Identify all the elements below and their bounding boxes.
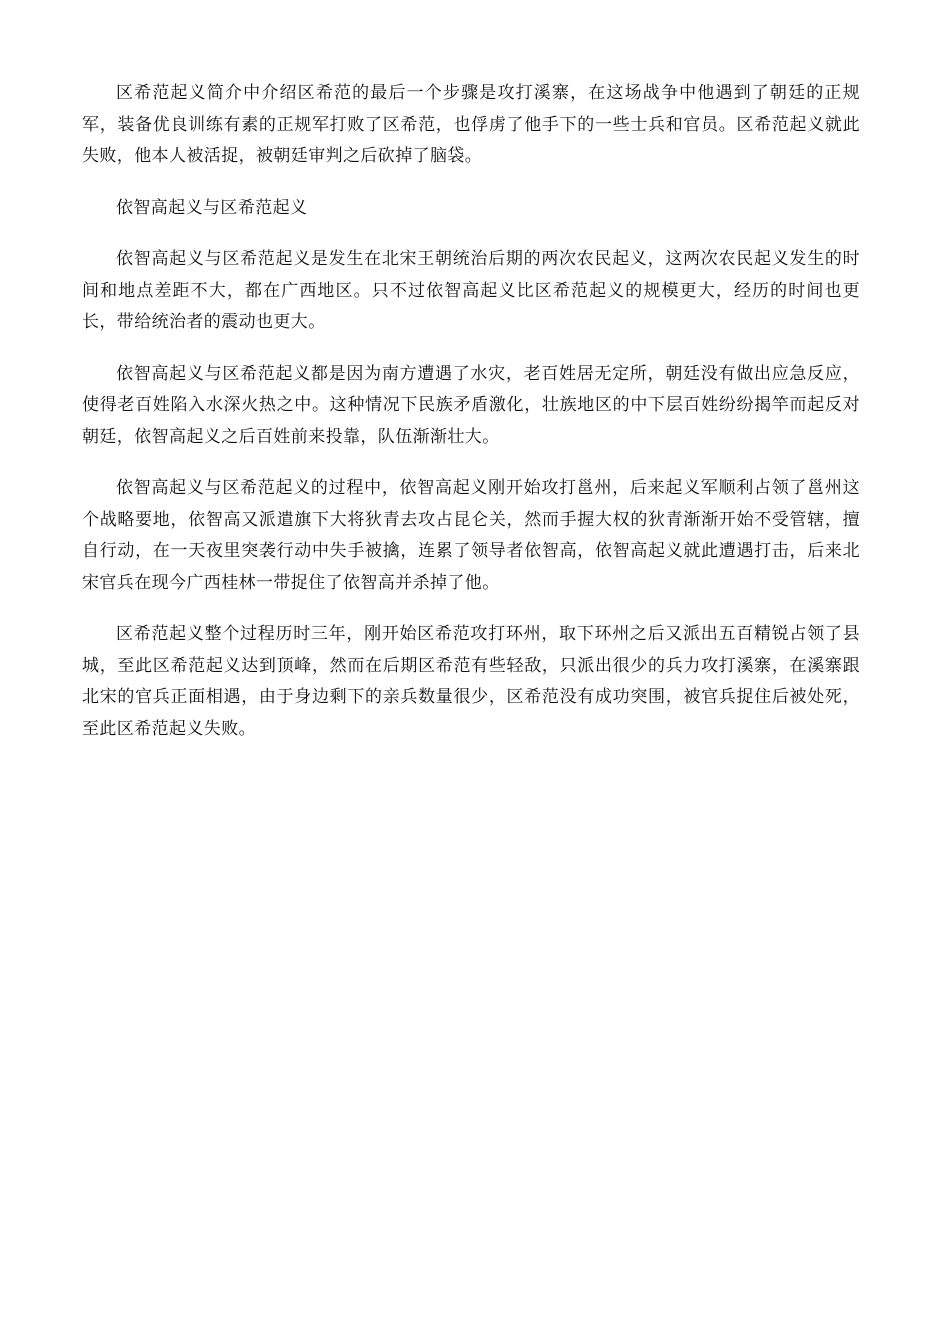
paragraph-intro: 区希范起义简介中介绍区希范的最后一个步骤是攻打溪寨，在这场战争中他遇到了朝廷的正规军，装备优良训练有素的正规军打败了区希范，也俘虏了他手下的一些士兵和官员。区希范起义就此失败，他本人被活捉，被朝廷审判之后砍掉了脑袋。 bbox=[82, 83, 860, 166]
document-body bbox=[82, 78, 860, 765]
paragraph-causes: 依智高起义与区希范起义都是因为南方遭遇了水灾，老百姓居无定所，朝廷没有做出应急反应，使得老百姓陷入水深火热之中。这种情况下民族矛盾激化，壮族地区的中下层百姓纷纷揭竿而起反对朝廷，依智高起义之后百姓前来投靠，队伍渐渐壮大。 bbox=[82, 363, 860, 447]
paragraph-nong-process: 依智高起义与区希范起义的过程中，依智高起义刚开始攻打邕州，后来起义军顺利占领了邕州这个战略要地，依智高又派遣旗下大将狄青去攻占昆仑关，然而手握大权的狄青渐渐开始不受管辖，擅自行动，在一天夜里突袭行动中失手被擒，连累了领导者依智高，依智高起义就此遭遇打击，后来北宋官兵在现今广西桂林一带捉住了依智高并杀掉了他。 bbox=[82, 478, 860, 593]
paragraph-ou-process: 区希范起义整个过程历时三年，刚开始区希范攻打环州，取下环州之后又派出五百精锐占领了县城，至此区希范起义达到顶峰，然而在后期区希范有些轻敌，只派出很少的兵力攻打溪寨，在溪寨跟北宋的官兵正面相遇，由于身边剩下的亲兵数量很少，区希范没有成功突围，被官兵捉住后被处死，至此区希范起义失败。 bbox=[82, 624, 860, 739]
paragraph-comparison: 依智高起义与区希范起义是发生在北宋王朝统治后期的两次农民起义，这两次农民起义发生的时间和地点差距不大，都在广西地区。只不过依智高起义比区希范起义的规模更大，经历的时间也更长，带给统治者的震动也更大。 bbox=[82, 249, 860, 332]
section-heading: 依智高起义与区希范起义 bbox=[116, 197, 308, 218]
